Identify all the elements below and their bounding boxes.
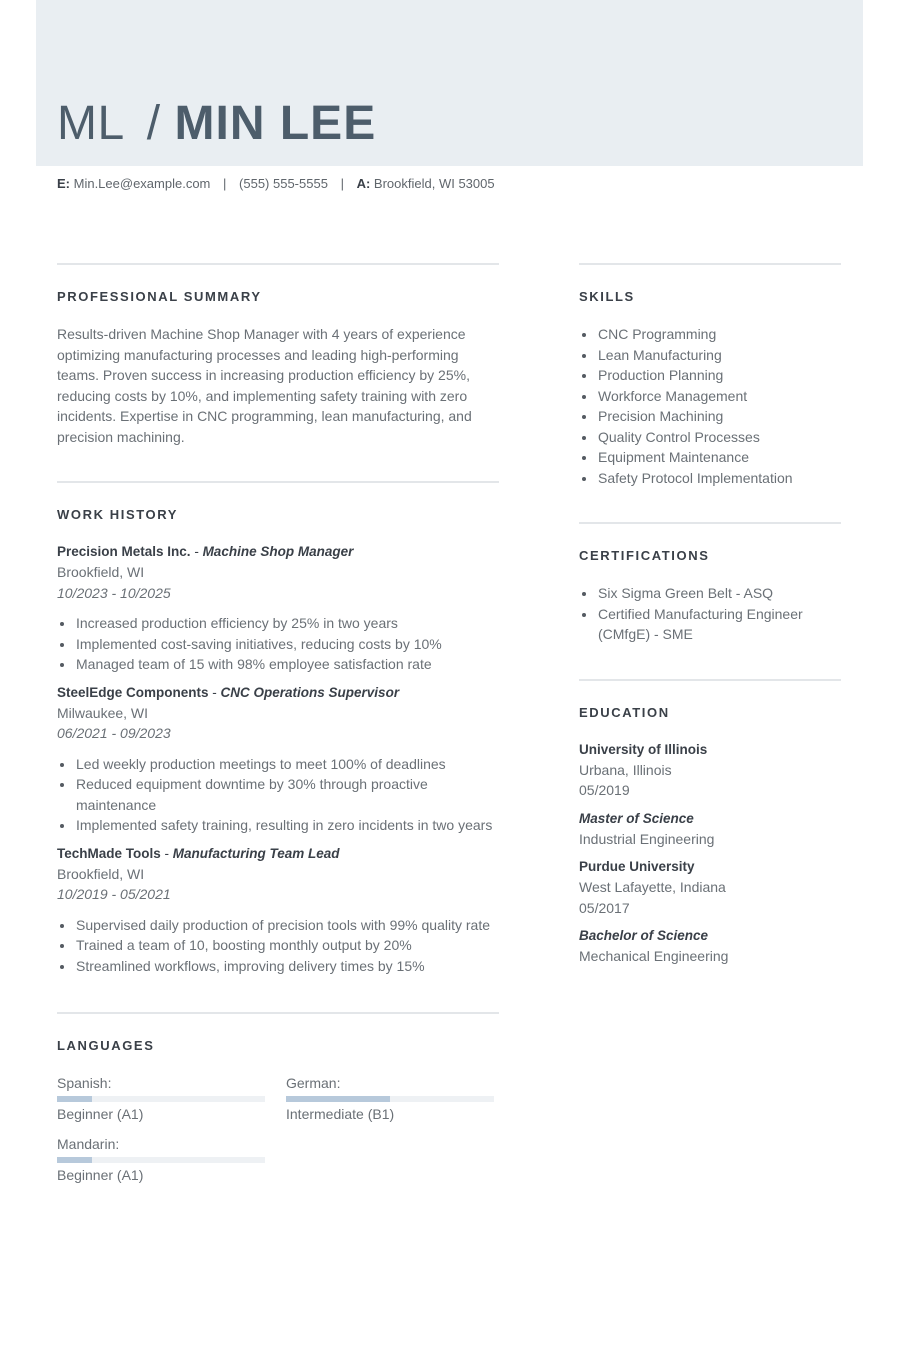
skill-item: Production Planning: [579, 365, 841, 386]
language-item: [57, 1073, 265, 1124]
job-company: SteelEdge Components: [57, 684, 209, 700]
language-bar-fill: [286, 1096, 390, 1102]
job-role: CNC Operations Supervisor: [220, 684, 400, 700]
section-divider: [579, 263, 841, 265]
job-role: Manufacturing Team Lead: [172, 845, 340, 861]
skill-item: Quality Control Processes: [579, 427, 841, 448]
language-bar: [57, 1157, 265, 1163]
job-location: Milwaukee, WI: [57, 704, 149, 721]
skill-item: CNC Programming: [579, 324, 841, 345]
education-entry: [579, 740, 841, 801]
language-bar-fill: [57, 1096, 92, 1102]
job-bullet: Implemented cost-saving initiatives, reducing costs by 10%: [57, 634, 499, 655]
job-bullets: [57, 613, 499, 675]
email-label: E:: [57, 176, 70, 191]
education-title: EDUCATION: [579, 704, 670, 720]
contact-line: [57, 176, 495, 191]
email-value: Min.Lee@example.com: [73, 176, 211, 191]
section-divider: [57, 263, 499, 265]
resume-name: [57, 96, 376, 152]
education-date: 05/2017: [579, 899, 630, 916]
language-item: [57, 1134, 265, 1185]
skill-item: Precision Machining: [579, 406, 841, 427]
language-bar: [57, 1096, 265, 1102]
job-entry: [57, 542, 499, 675]
contact-separator: |: [340, 176, 344, 191]
language-name: German:: [286, 1075, 341, 1091]
name-initials: ML: [57, 97, 125, 150]
job-company: Precision Metals Inc.: [57, 544, 191, 559]
section-divider: [57, 1012, 499, 1014]
education-school: University of Illinois: [579, 741, 708, 757]
full-name: MIN LEE: [174, 97, 377, 150]
job-heading: TechMade Tools - Manufacturing Team Lead: [57, 845, 340, 861]
education-date: 05/2019: [579, 782, 630, 798]
contact-separator: |: [223, 176, 227, 191]
education-field: Industrial Engineering: [579, 830, 715, 847]
phone-value: (555) 555-5555: [239, 176, 328, 191]
skill-item: Safety Protocol Implementation: [579, 468, 841, 489]
job-heading: Precision Metals Inc. - Machine Shop Manager: [57, 544, 354, 559]
skill-item: Workforce Management: [579, 386, 841, 407]
language-level: Beginner (A1): [57, 1167, 144, 1183]
summary-text: Results-driven Machine Shop Manager with 4 years of experience optimizing manufacturing processes and leading high-performing teams. Proven success in increasing production efficiency by 25%, reducing costs by 10%, and implementing safety training with zero incidents. Expertise in CNC programming, lean manufacturing, and precision machining.: [57, 326, 472, 445]
skill-item: Equipment Maintenance: [579, 447, 841, 468]
language-name: Mandarin:: [57, 1136, 120, 1152]
job-heading: SteelEdge Components - CNC Operations Supervisor: [57, 684, 400, 700]
certifications-list: [579, 583, 841, 645]
certification-item: Certified Manufacturing Engineer (CMfgE) - SME: [579, 604, 841, 645]
language-level: Intermediate (B1): [286, 1106, 395, 1122]
skills-list: [579, 324, 841, 488]
language-level: Beginner (A1): [57, 1106, 144, 1122]
job-bullets: [57, 754, 499, 836]
section-divider: [579, 679, 841, 681]
job-dates: 06/2021 - 09/2023: [57, 725, 171, 741]
education-field: Mechanical Engineering: [579, 948, 729, 964]
education-location: West Lafayette, Indiana: [579, 879, 726, 895]
education-school: Purdue University: [579, 859, 695, 874]
job-bullet: Implemented safety training, resulting in zero incidents in two years: [57, 815, 499, 836]
job-role: Machine Shop Manager: [202, 544, 354, 559]
section-divider: [57, 481, 499, 483]
job-bullet: Led weekly production meetings to meet 100% of deadlines: [57, 754, 499, 775]
language-item: [286, 1073, 494, 1124]
address-value: Brookfield, WI 53005: [373, 176, 495, 191]
certification-item: Six Sigma Green Belt - ASQ: [579, 583, 841, 604]
job-entry: [57, 844, 499, 977]
right-column: [579, 263, 841, 975]
languages-grid: [57, 1073, 499, 1193]
job-bullet: Supervised daily production of precision tools with 99% quality rate: [57, 915, 499, 936]
name-slash: /: [146, 97, 161, 150]
education-degree: Bachelor of Science: [579, 928, 709, 943]
section-divider: [579, 522, 841, 524]
skill-item: Lean Manufacturing: [579, 345, 841, 366]
job-company: TechMade Tools: [57, 845, 161, 861]
language-bar-fill: [57, 1157, 92, 1163]
language-bar: [286, 1096, 494, 1102]
education-location: Urbana, Illinois: [579, 761, 672, 778]
education-degree-block: [579, 926, 841, 967]
job-location: Brookfield, WI: [57, 564, 145, 580]
education-entry: [579, 857, 841, 918]
job-dates: 10/2019 - 05/2021: [57, 886, 171, 902]
job-bullet: Streamlined workflows, improving delivery times by 15%: [57, 956, 499, 977]
language-name: Spanish:: [57, 1075, 112, 1091]
job-entry: [57, 683, 499, 836]
left-column: [57, 263, 499, 1193]
job-dates: 10/2023 - 10/2025: [57, 584, 171, 601]
summary-title: PROFESSIONAL SUMMARY: [57, 289, 262, 304]
work-history-title: WORK HISTORY: [57, 507, 179, 522]
job-bullet: Increased production efficiency by 25% in two years: [57, 613, 499, 634]
job-bullet: Managed team of 15 with 98% employee satisfaction rate: [57, 654, 499, 675]
address-label: A:: [356, 176, 371, 191]
job-location: Brookfield, WI: [57, 865, 145, 882]
job-bullet: Trained a team of 10, boosting monthly output by 20%: [57, 935, 499, 956]
skills-title: SKILLS: [579, 289, 635, 304]
job-bullets: [57, 915, 499, 977]
education-degree: Master of Science: [579, 810, 694, 826]
languages-title: LANGUAGES: [57, 1038, 155, 1053]
job-bullet: Reduced equipment downtime by 30% through proactive maintenance: [57, 774, 499, 815]
certifications-title: CERTIFICATIONS: [579, 548, 710, 563]
education-degree-block: [579, 809, 841, 850]
